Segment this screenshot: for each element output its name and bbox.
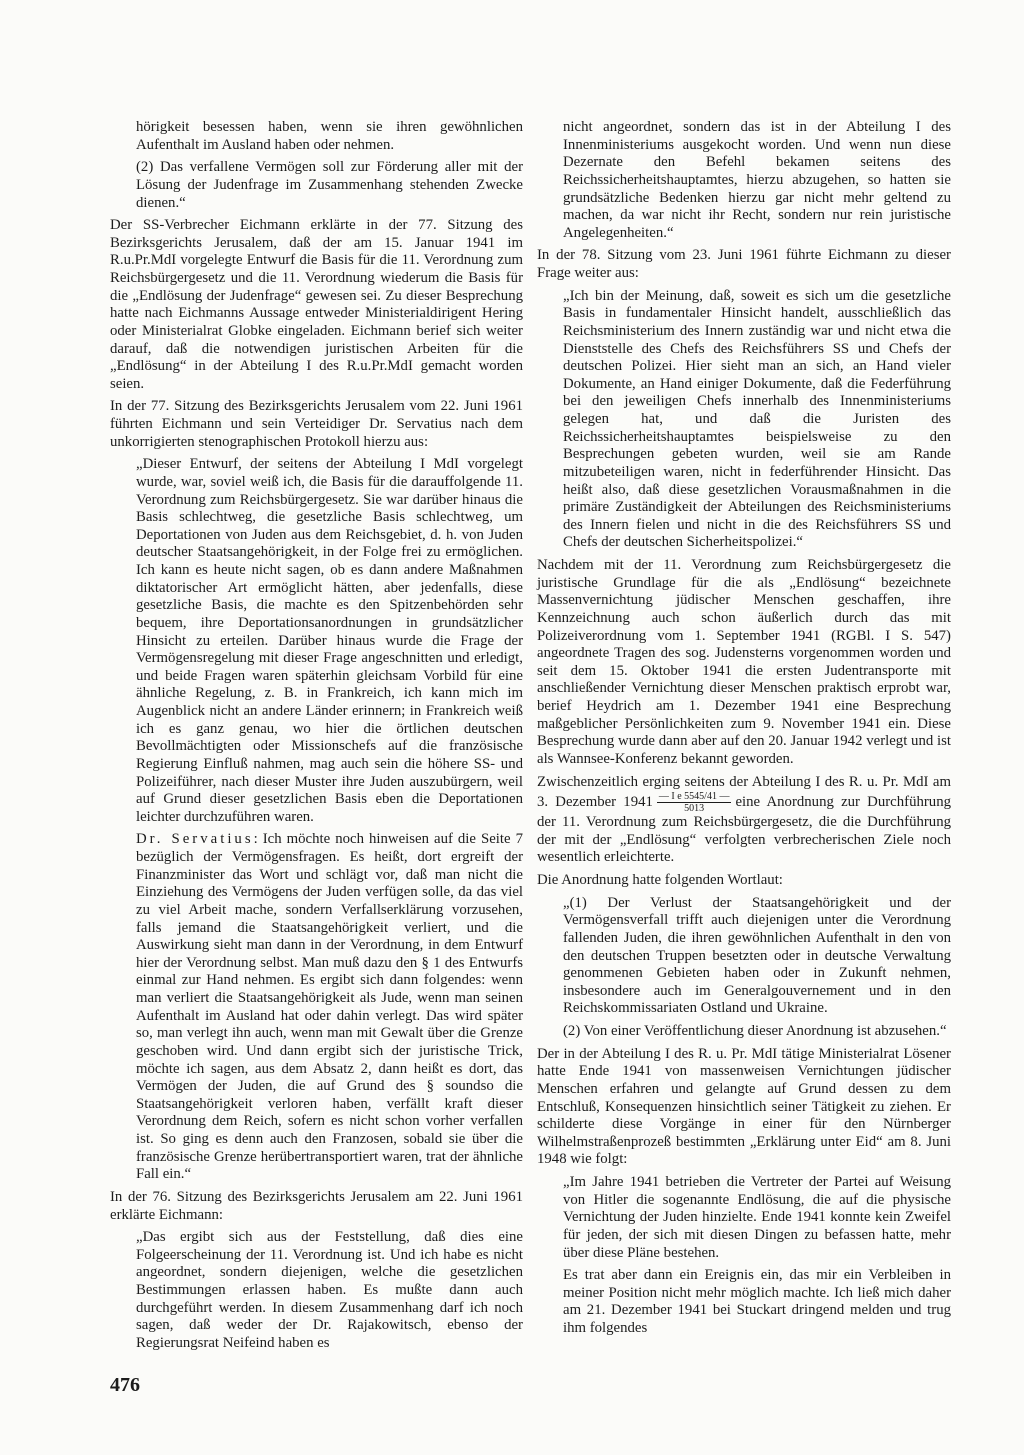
quote-paragraph: Es trat aber dann ein Ereignis ein, das mir ein Verbleiben in meiner Position nicht mehr möglich machte. Ich ließ mich daher am 21. Dezember 1941 bei Stuckart dringend melden und trug ihm folgendes bbox=[563, 1267, 951, 1336]
right-column bbox=[537, 119, 951, 1343]
speaker-name: Dr. Servatius bbox=[136, 831, 254, 848]
quote-paragraph: „Ich bin der Meinung, daß, soweit es sich um die gesetzliche Basis in fundamentaler Hinsicht handelt, ausschließlich das Reichsministerium des Innern zuständig war und nicht etwa die Dienststelle des Chefs des Reichsführers SS und Chefs der deutschen Polizei. Hier sieht man an sich, an Hand vieler Dokumente, an Hand einiger Dokumente, daß die Federführung bei den jeweiligen Chefs innerhalb des Innenministeriums gelegen hat, und daß die Juristen des Reichssicherheitshauptamtes beispielsweise zu den Besprechungen gebeten wurden, weil sie am Rande mitzubeteiligen waren, nicht in federführender Hinsicht. Das heißt also, daß diese gesetzlichen Vorausmaßnahmen in die primäre Zuständigkeit der Abteilungen des Reichsministeriums des Innern fielen und nicht in die des Reichsführers SS und Chefs der deutschen Sicherheitspolizei.“ bbox=[563, 287, 951, 551]
quote-paragraph: „Im Jahre 1941 betrieben die Vertreter der Partei auf Weisung von Hitler die sogenannte Endlösung, die auf die physische Vernichtung der Juden hinzielte. Ende 1941 konnte kein Zweifel für jeden, der sich mit diesen Dingen zu befassen hatte, mehr über diese Pläne bestehen. bbox=[563, 1174, 951, 1261]
body-paragraph: Die Anordnung hatte folgenden Wortlaut: bbox=[537, 872, 783, 888]
quote-paragraph: „(1) Der Verlust der Staatsangehörigkeit und der Vermögensverfall trifft auch diejenigen unter die Verordnung fallenden Juden, die ihren gewöhnlichen Aufenthalt in den von den deutschen Truppen besetzten oder in deutsche Verwaltung genommenen Gebieten haben oder in Zukunft nehmen, insbesondere auch im Generalgouvernement und in den Reichskommissariaten Ostland und Ukraine. bbox=[563, 894, 951, 1017]
body-paragraph: In der 76. Sitzung des Bezirksgerichts Jerusalem am 22. Juni 1961 erklärte Eichmann: bbox=[110, 1188, 523, 1223]
body-paragraph: Der SS-Verbrecher Eichmann erklärte in der 77. Sitzung des Bezirksgerichts Jerusalem, daß der am 15. Januar 1941 im R.u.Pr.MdI vorgelegte Entwurf die Basis für die 11. Verordnung zum Reichsbürgergesetz und die 11. Verordnung wiederum die Basis für die „Endlösung der Judenfrage“ gewesen sei. Zu dieser Besprechung hatte nach Eichmanns Aussage entweder Ministerialdirigent Hering oder Ministerialrat Globke eingeladen. Eichmann berief sich weiter darauf, daß die notwendigen juristischen Arbeiten für die „Endlösung“ in der Abteilung I des R.u.Pr.MdI gemacht worden seien. bbox=[110, 217, 523, 392]
quote-paragraph bbox=[136, 831, 523, 1184]
fraction-denominator: 5013 bbox=[684, 803, 705, 815]
quote-paragraph: (2) Das verfallene Vermögen soll zur Förderung aller mit der Lösung der Judenfrage im Zusammenhang stehenden Zwecke dienen.“ bbox=[136, 159, 523, 211]
body-paragraph: Nachdem mit der 11. Verordnung zum Reichsbürgergesetz die juristische Grundlage für die als „Endlösung“ bezeichnete Massenvernichtung jüdischer Menschen geschaffen, ihre Kennzeichnung auch schon äußerlich durch das mit Polizeiverordnung vom 1. September 1941 (RGBl. I S. 547) angeordnete Tragen des sog. Judensterns vorgenommen worden und seit dem 15. Oktober 1941 die ersten Judentransporte mit anschließender Vernichtung dieser Menschen praktisch erprobt war, berief Heydrich am 1. Dezember 1941 eine Besprechung maßgeblicher Persönlichkeiten zum 9. November 1941 ein. Diese Besprechung wurde dann aber auf den 20. Januar 1942 verlegt und ist als Wannsee-Konferenz bekannt geworden. bbox=[537, 557, 951, 767]
quote-paragraph: nicht angeordnet, sondern das ist in der Abteilung I des Innenministeriums ausgekocht worden. Und wenn nun diese Dezernate den Befehl bekamen seitens des Reichssicherheitshauptamtes, hierzu abzugehen, so hatten sie grundsätzliche Bedenken hierzu gar nicht mehr geltend zu machen, da war nicht ihr Recht, sondern nur rein juristische Angelegenheiten.“ bbox=[563, 119, 951, 241]
quote-paragraph: „Das ergibt sich aus der Feststellung, daß dies eine Folgeerscheinung der 11. Verordnung ist. Und ich habe es nicht angeordnet, sondern diejenigen, welche die gesetzlichen Bestimmungen erlassen haben. Es mußte dann auch durchgeführt werden. In diesem Zusammenhang darf ich noch sagen, daß weder der Dr. Rajakowitsch, ebenso der Regierungsrat Neifeind haben es bbox=[136, 1229, 523, 1351]
fraction-numerator: — I e 5545/41 — bbox=[658, 791, 730, 803]
body-paragraph: In der 78. Sitzung vom 23. Juni 1961 führte Eichmann zu dieser Frage weiter aus: bbox=[537, 247, 951, 281]
page-number: 476 bbox=[110, 1374, 140, 1396]
quote-paragraph: (2) Von einer Veröffentlichung dieser Anordnung ist abzusehen.“ bbox=[563, 1023, 947, 1039]
quote-paragraph: hörigkeit besessen haben, wenn sie ihren gewöhnlichen Aufenthalt im Ausland haben oder nehmen. bbox=[136, 119, 523, 153]
body-paragraph: Der in der Abteilung I des R. u. Pr. MdI tätige Ministerialrat Lösener hatte Ende 1941 von massenweisen Vernichtungen jüdischer Menschen erfahren und gelangte auf Grund dessen zu dem Entschluß, Konsequenzen hinsichtlich seiner Tätigkeit zu ziehen. Er schilderte diese Vorgänge in einer für den Nürnberger Wilhelmstraßenprozeß bestimmten „Erklärung unter Eid“ am 8. Juni 1948 wie folgt: bbox=[537, 1045, 951, 1168]
reference-fraction bbox=[657, 791, 732, 814]
quote-text: : Ich möchte noch hinweisen auf die Seite 7 bezüglich der Vermögensfragen. Es heißt, dort ergreift der Finanzminister das Wort und schlägt vor, daß man nicht die Einziehung des Vermögens der Juden verfügen solle, da das viel zu viel Arbeit mache, sondern Verfallserklärung vorzusehen, falls jemand die Staatsangehörigkeit verliert, und die Auswirkung sieht man dann in der Verordnung, in dem Entwurf hier der Verordnung selbst. Man muß dazu den § 1 des Entwurfs einmal zur Hand nehmen. Es ergibt sich dann folgendes: wenn man verliert die Staatsangehörigkeit als Jude, wenn man seinen Aufenthalt im Ausland hat oder dahin verlegt. Das wird später so, man verlegt ihn auch, wenn man mit Gewalt über die Grenze geschoben wird. Und dann ergibt sich der juristische Trick, möchte ich sagen, aus dem Absatz 2, dann heißt es dort, das Vermögen der Juden, die auf Grund des § soundso die Staatsangehörigkeit verloren haben, verfällt kraft dieser Verordnung dem Reich, sofern es nicht schon vorher verfallen ist. So ging es denn auch den Franzosen, sobald sie über die französische Grenze herübertransportiert waren, trat der ähnliche Fall ein.“ bbox=[136, 831, 524, 1183]
left-column bbox=[110, 119, 523, 1358]
body-paragraph bbox=[537, 774, 951, 868]
body-paragraph: In der 77. Sitzung des Bezirksgerichts Jerusalem vom 22. Juni 1961 führten Eichmann und sein Verteidiger Dr. Servatius nach dem unkorrigierten stenographischen Protokoll hierzu aus: bbox=[110, 398, 523, 450]
paragraph-text: eine Anordnung zur Durchführung der 11. Verordnung zum Reichsbürgergesetz, die die Durchführung der mit der „Endlösung“ verfolgten verbrecherischen Ziele noch wesentlich erleichterte. bbox=[537, 794, 951, 866]
paragraph-text: Zwischenzeitlich erging seitens der Abteilung I des R. u. Pr. MdI am 3. Dezember 1941 bbox=[537, 773, 951, 811]
quote-paragraph: „Dieser Entwurf, der seitens der Abteilung I MdI vorgelegt wurde, war, soviel weiß ich, die Basis für die darauffolgende 11. Verordnung zum Reichsbürgergesetz. Sie war darüber hinaus die Basis schlechtweg, die gesetzliche Basis schlechtweg, um Deportationen von Juden aus dem Reichsgebiet, d. h. von Juden deutscher Staatsangehörigkeit, in der Folge frei zu ermöglichen. Ich kann es heute nicht sagen, ob es dann andere Maßnahmen diktatorischer Art ermöglicht hätten, aber jedenfalls, diese gesetzliche Basis, die machte es den Spitzenbehörden sehr bequem, ihre Deportationsanordnungen in grundsätzlicher Hinsicht zu erteilen. Darüber hinaus wurde die Frage der Vermögensregelung mit dieser Frage angeschnitten und erledigt, und beide Fragen waren späterhin gleichsam Vorbild für eine ähnliche Regelung, z. B. in Frankreich, ich kann mich im Augenblick nicht an andere Länder erinnern; in Frankreich weiß ich es ganz genau, wo hier die örtlichen deutschen Bevollmächtigten oder Missionschefs auf die französische Regierung Einfluß nahmen, mag auch sein die höhere SS- und Polizeiführer, nach dieser Muster ihre Juden auszubürgern, weil auf Grund dieser gesetzlichen Basis eben die Deportationen leichter durchzuführen waren. bbox=[136, 456, 523, 825]
